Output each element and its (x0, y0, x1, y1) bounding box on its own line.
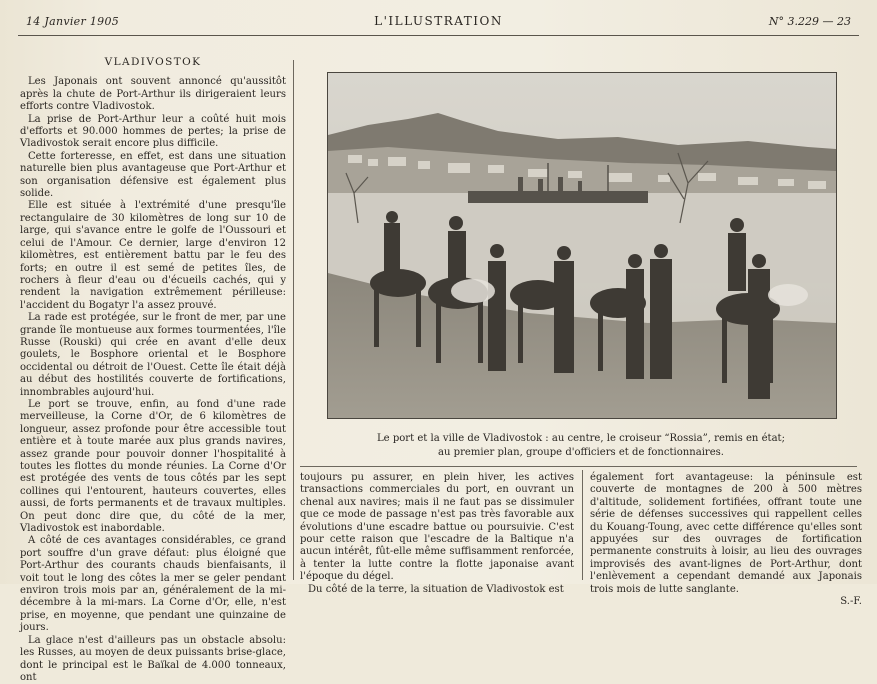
paragraph: La glace n'est d'ailleurs pas un obstacle absolu: les Russes, au moyen de deux puissants brise-glace, dont le principal est le Baïkal de 4.000 tonneaux, ont (20, 634, 286, 683)
caption-line: au premier plan, groupe d'officiers et de fonctionnaires. (437, 446, 725, 458)
article-column-1 (20, 56, 286, 684)
paragraph: toujours pu assurer, en plein hiver, les actives transactions commerciales du port, en ouvrant un chenal aux navires; mais il ne faut pas se dissimuler que ce mode de passage n'est pas très favorable aux évolutions d'une escadre battue ou poursuivie. C'est pour cette raison que l'escadre de la Baltique n'a aucun intérêt, fût-elle même suffisamment renforcée, à tenter la lutte contre la flotte japonaise avant l'époque du dégel. (300, 472, 574, 583)
column-divider (582, 470, 583, 580)
paragraph: La prise de Port-Arthur leur a coûté huit mois d'efforts et 90.000 hommes de pertes; la prise de Vladivostok serait encore plus difficile. (20, 113, 286, 150)
issue-date: 14 Janvier 1905 (26, 15, 120, 28)
paragraph: Le port se trouve, enfin, au fond d'une rade merveilleuse, la Corne d'Or, de 6 kilomètres de longueur, assez profonde pour être accessible tout entière et à toute marée aux plus grands navires, assez grande pour pouvoir donner l'hospitalité à toutes les flottes du monde réunies. La Corne d'Or est protégée des vents de tous côtés par les sept collines qui l'entourent, hauteurs couvertes, elles aussi, de forts permanents et de travaux multiples. On peut donc dire que, du côté de la mer, Vladivostok est inabordable. (20, 398, 286, 535)
caption-line: Le port et la ville de Vladivostok : au centre, le croiseur “Rossia”, remis en état; (377, 433, 785, 444)
paragraph: La rade est protégée, sur le front de mer, par une grande île montueuse aux formes tourmentées, l'île Russe (Rouski) qui crée en avant d'elle deux goulets, le Bosphore oriental et le Bosphore occidental ou détroit de l'Ouest. Cette île était déjà au début des hostilités couverte de fortifications, innombrables aujourd'hui. (20, 312, 286, 398)
photo-illustration (328, 73, 836, 418)
article-title: VLADIVOSTOK (104, 56, 202, 68)
paragraph: A côté de ces avantages considérables, ce grand port souffre d'un grave défaut: plus éloigné que Port-Arthur des courants chauds bienfaisants, il voit tout le long des côtes la mer se geler pendant environ trois mois par an, généralement de la mi-décembre à la mi-mars. La Corne d'Or, elle, n'est prise, en moyenne, que pendant une quinzaine de jours. (20, 535, 286, 634)
paragraph: Cette forteresse, en effet, est dans une situation naturelle bien plus avantageuse que Port-Arthur et son organisation défensive est également plus solide. (20, 150, 286, 200)
header-rule (18, 35, 859, 36)
paragraph: Elle est située à l'extrémité d'une presqu'île rectangulaire de 30 kilomètres de long sur 10 de large, qui s'avance entre le golfe de l'Oussouri et celui de l'Amour. Ce dernier, large d'environ 12 kilomètres, est entièrement battu par le feu des forts; en outre il est semé de petites îles, de rochers à fleur d'eau ou d'écueils cachés, qui y rendent la navigation extrêmement périlleuse: l'accident du Bogatyr l'a assez prouvé. (20, 200, 286, 311)
page-header (26, 12, 851, 32)
publication-title: L'ILLUSTRATION (374, 14, 503, 28)
article-column-2 (300, 472, 574, 596)
paragraph: Du côté de la terre, la situation de Vladivostok est (308, 583, 564, 595)
article-column-3 (590, 472, 862, 608)
column-divider (293, 60, 294, 580)
paragraph: également fort avantageuse: la péninsule est couverte de montagnes de 200 à 500 mètres d'altitude, solidement fortifiées, offrant toute une série de défenses successives qui rappellent celles du Kouang-Toung, avec cette différence qu'elles sont appuyées sur des ouvrages de fortification permanente construits à loisir, au lieu des ouvrages improvisés des avant-lignes de Port-Arthur, dont l'enlèvement a cependant demandé aux Japonais trois mois de lutte sanglante. (590, 472, 862, 595)
paragraph: Les Japonais ont souvent annoncé qu'aussitôt après la chute de Port-Arthur ils dirigeraient leurs efforts contre Vladivostok. (20, 76, 286, 113)
harbor-photograph (327, 72, 837, 419)
signature: S.-F. (840, 596, 862, 608)
photo-caption (318, 432, 844, 459)
section-rule (300, 466, 857, 467)
issue-page-number: N° 3.229 — 23 (768, 15, 851, 28)
